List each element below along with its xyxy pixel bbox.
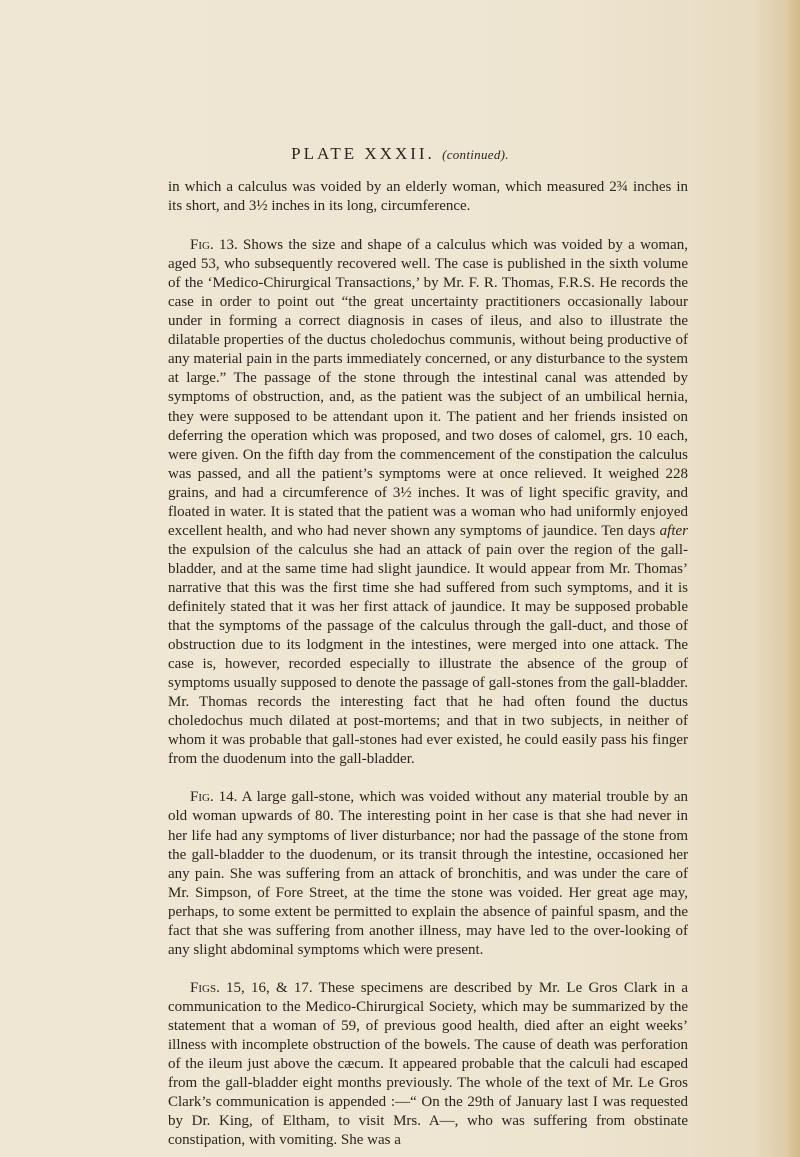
paragraph-intro xyxy=(168,178,688,216)
emphasis-text: after xyxy=(659,522,688,539)
paragraph-text: A large gall-stone, which was voided without any material trouble by an old woman upwards of 80. The interesting point in her case is that she had never in her life had any symptoms of liver disturbance; nor had the passage of the stone from the gall-bladder to the duodenum, or its transit through the intestine, occasioned her any pain. She was suffering from an attack of bronchitis, and was under the care of Mr. Simpson, of Fore Street, at the time the stone was voided. Her great age may, perhaps, to some extent be permitted to explain the absence of painful spasm, and the fact that she was suffering from another illness, may have led to the over-looking of any slight abdominal symptoms which were present. xyxy=(168,789,689,958)
figure-label: Fig. 13. xyxy=(190,237,238,254)
plate-continued-note: (continued). xyxy=(442,147,509,162)
paragraph-fig-13 xyxy=(168,236,688,769)
figure-label: Fig. 14. xyxy=(190,789,238,806)
paragraph-gap xyxy=(168,216,688,236)
paragraph-text: in which a calculus was voided by an elderly woman, which measured 2¾ inches in its short, and 3½ inches in its long, circumference. xyxy=(168,179,688,215)
body-text xyxy=(168,178,688,1150)
paragraph-text: Shows the size and shape of a calculus which was voided by a woman, aged 53, who subsequently recovered well. The case is published in the sixth volume of the ‘Medico-Chirurgical Transactions,’ by Mr. F. R. Thomas, F.R.S. He records the case in order to point out “the great uncertainty practitioners occasionally labour under in forming a correct diagnosis in cases of ileus, and also to illustrate the dilatable properties of the ductus choledochus communis, without being productive of any material pain in the parts immediately concerned, or any disturbance to the system at large.” The passage of the stone through the intestinal canal was attended by symptoms of obstruction, and, as the patient was the subject of an umbilical hernia, they were supposed to be attendant upon it. The patient and her friends insisted on deferring the operation which was proposed, and two doses of calomel, grs. 10 each, were given. On the fifth day from the commencement of the constipation the calculus was passed, and all the patient’s symptoms were at once relieved. It weighed 228 grains, and had a circumference of 3½ inches. It was of light specific gravity, and floated in water. It is stated that the patient was a woman who had uniformly enjoyed excellent health, and who had never shown any symptoms of jaundice. Ten days xyxy=(168,237,688,539)
paragraph-figs-15-17 xyxy=(168,979,688,1150)
paragraph-text: These specimens are described by Mr. Le Gros Clark in a communication to the Medico-Chirurgical Society, which may be summarized by the statement that a woman of 59, of previous good health, died after an eight weeks’ illness with incomplete obstruction of the bowels. The cause of death was perforation of the ileum just above the cæcum. It appeared probable that the calculi had escaped from the gall-bladder eight months previously. The whole of the text of Mr. Le Gros Clark’s communication is appended :—“ On the 29th of January last I was requested by Dr. King, of Eltham, to visit Mrs. A—, who was suffering from obstinate constipation, with vomiting. She was a xyxy=(168,979,689,1149)
figure-label: Figs. 15, 16, & 17. xyxy=(190,979,313,996)
paragraph-text-continued: the expulsion of the calculus she had an attack of pain over the region of the gall-bladder, and at the same time had slight jaundice. It would appear from Mr. Thomas’ narrative that this was the first time she had suffered from such symptoms, and it is definitely stated that it was her first attack of jaundice. It may be supposed probable that the symptoms of the passage of the calculus through the gall-duct, and those of obstruction due to its lodgment in the intestines, were merged into one attack. The case is, however, recorded especially to illustrate the absence of the group of symptoms usually supposed to denote the passage of gall-stones from the gall-bladder. Mr. Thomas records the interesting fact that he had often found the ductus choledochus much dilated at post-mortems; and that in two subjects, in neither of whom it was probable that gall-stones had ever existed, he could easily pass his finger from the duodenum into the gall-bladder. xyxy=(168,541,688,768)
paragraph-gap xyxy=(168,960,688,979)
paragraph-gap xyxy=(168,769,688,788)
page-edge-shadow xyxy=(786,0,800,1157)
paragraph-fig-14 xyxy=(168,788,688,959)
plate-title: PLATE XXXII. xyxy=(291,144,435,163)
page-header xyxy=(0,144,800,165)
